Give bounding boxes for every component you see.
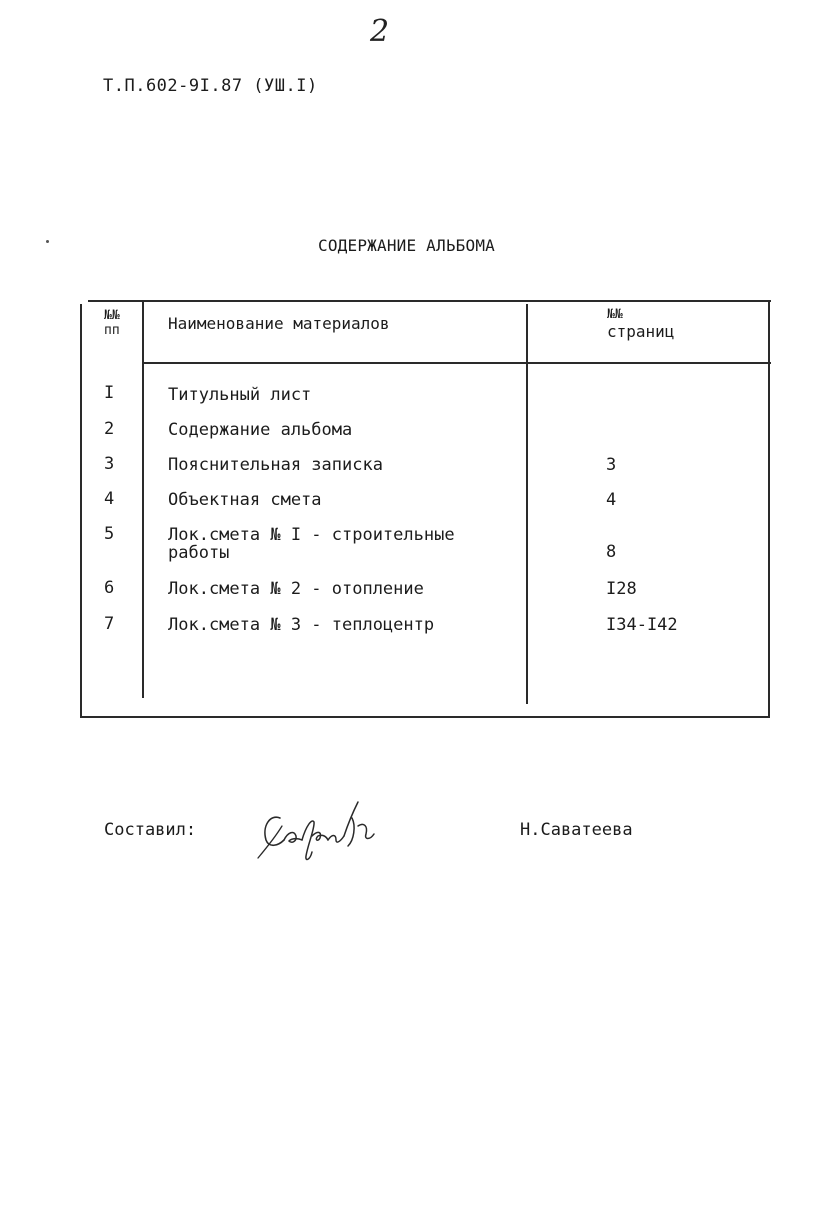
- header-number-line2: пп: [104, 323, 120, 338]
- row-name: Лок.смета № 3 - теплоцентр: [168, 615, 435, 635]
- row-number: 2: [104, 419, 115, 439]
- header-pages-line1: №№: [607, 307, 623, 322]
- table-column-divider: [526, 304, 528, 704]
- row-number: 4: [104, 489, 115, 509]
- header-name-column: Наименование материалов: [168, 314, 390, 333]
- table-border-left: [80, 304, 82, 717]
- table-border-bottom: [80, 716, 769, 718]
- row-page: 8: [606, 542, 617, 562]
- page-number: 2: [370, 14, 390, 49]
- table-column-divider: [142, 302, 144, 698]
- row-name: Лок.смета № I - строительные работы: [168, 525, 455, 563]
- header-number-column: [104, 308, 120, 338]
- row-page: I34-I42: [606, 615, 678, 635]
- header-pages-line2: страниц: [607, 322, 675, 341]
- page-title: СОДЕРЖАНИЕ АЛЬБОМА: [318, 236, 495, 255]
- compiler-name: Н.Саватеева: [520, 820, 633, 840]
- handwritten-signature: [248, 796, 388, 866]
- row-name: Лок.смета № 2 - отопление: [168, 579, 424, 599]
- header-number-line1: №№: [104, 308, 120, 323]
- header-pages-column: [607, 306, 674, 340]
- row-name: Содержание альбома: [168, 420, 353, 440]
- row-page: 3: [606, 455, 617, 475]
- row-name: Титульный лист: [168, 385, 312, 405]
- row-page: 4: [606, 490, 617, 510]
- row-number: 3: [104, 454, 115, 474]
- row-name: Объектная смета: [168, 490, 322, 510]
- row-name: Пояснительная записка: [168, 455, 383, 475]
- row-number: 6: [104, 578, 115, 598]
- document-code: Т.П.602-9I.87 (УШ.I): [103, 76, 318, 96]
- row-number: I: [104, 383, 115, 403]
- row-page: I28: [606, 579, 637, 599]
- compiled-by-label: Составил:: [104, 820, 197, 840]
- row-number: 5: [104, 524, 115, 544]
- table-border-top: [88, 300, 771, 302]
- scan-speck: [46, 240, 49, 243]
- row-number: 7: [104, 614, 115, 634]
- contents-table: [80, 300, 771, 720]
- table-header-divider: [142, 362, 771, 364]
